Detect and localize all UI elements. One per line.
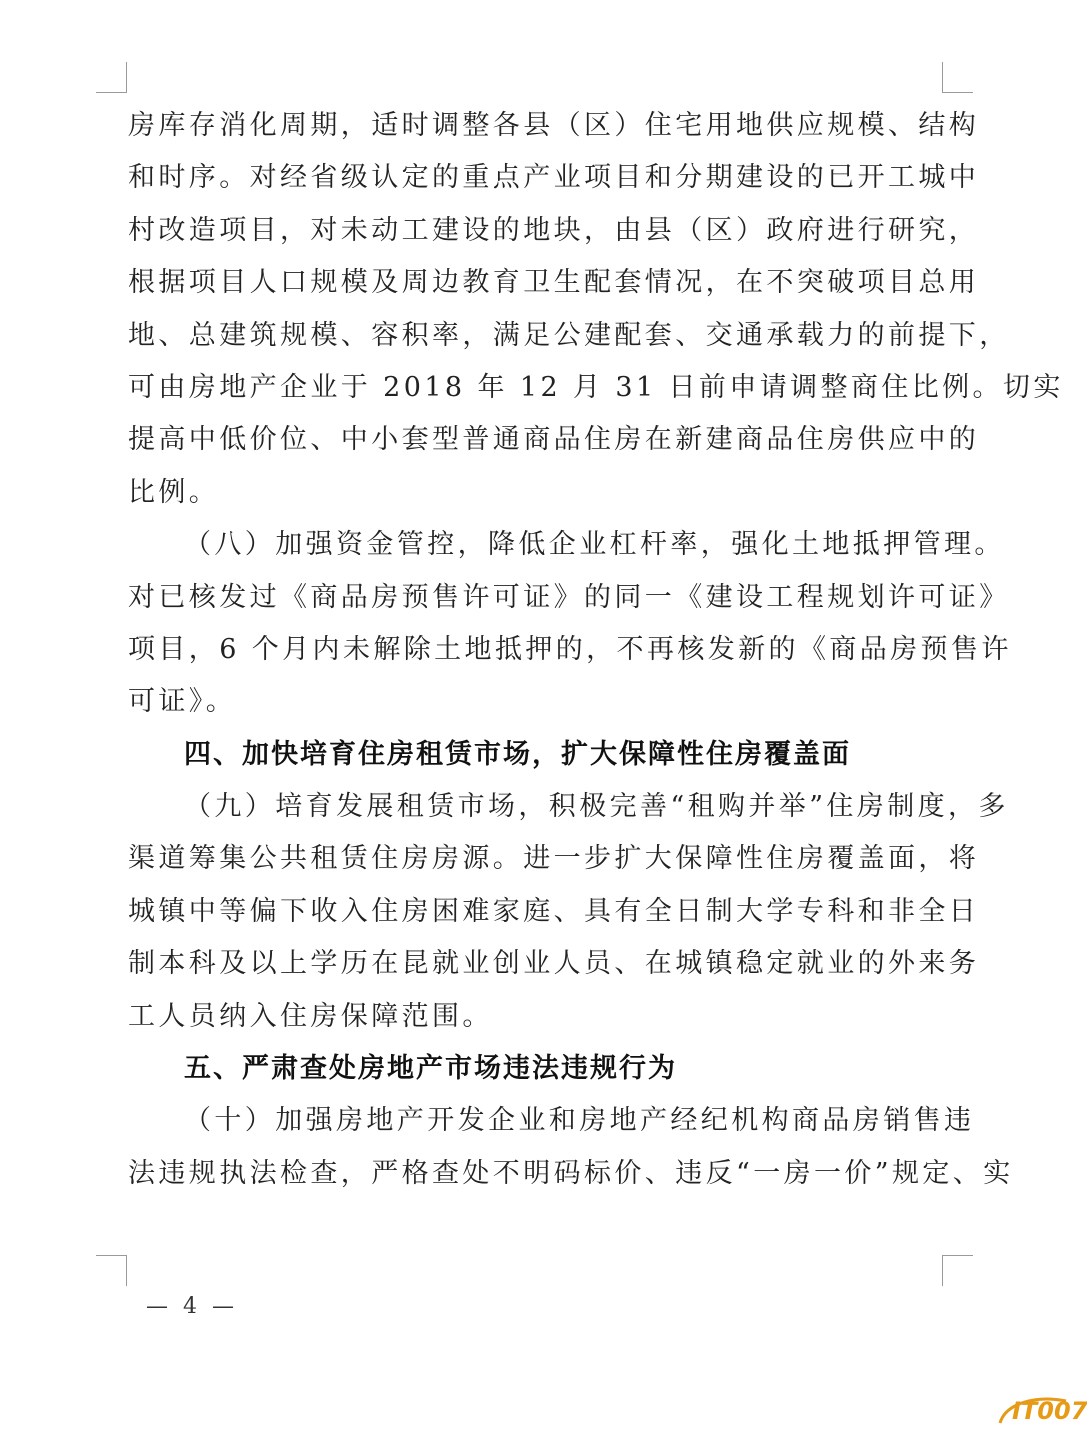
body-line: 城镇中等偏下收入住房困难家庭、具有全日制大学专科和非全日 bbox=[128, 895, 980, 927]
body-line: 地、总建筑规模、容积率，满足公建配套、交通承载力的前提下， bbox=[128, 319, 1010, 351]
body-line: 可证》。 bbox=[128, 686, 237, 718]
crop-mark-bottom-left bbox=[96, 1255, 127, 1286]
body-line: 提高中低价位、中小套型普通商品住房在新建商品住房供应中的 bbox=[128, 424, 980, 456]
body-line: 房库存消化周期，适时调整各县（区）住宅用地供应规模、结构 bbox=[128, 110, 980, 141]
section-heading: 四、加快培育住房租赁市场，扩大保障性住房覆盖面 bbox=[184, 738, 851, 770]
body-line: 制本科及以上学历在昆就业创业人员、在城镇稳定就业的外来务 bbox=[128, 948, 980, 980]
body-line: 和时序。对经省级认定的重点产业项目和分期建设的已开工城中 bbox=[128, 162, 980, 194]
body-line: 项目，6 个月内未解除土地抵押的，不再核发新的《商品房预售许 bbox=[128, 633, 1012, 665]
crop-mark-bottom-right bbox=[942, 1255, 973, 1286]
body-line: 可由房地产企业于 2018 年 12 月 31 日前申请调整商住比例。切实 bbox=[128, 371, 1064, 403]
watermark-text: IT007 bbox=[1012, 1397, 1087, 1425]
crop-mark-top-left bbox=[96, 62, 127, 93]
body-line: 村改造项目，对未动工建设的地块，由县（区）政府进行研究， bbox=[128, 214, 980, 246]
body-line: 对已核发过《商品房预售许可证》的同一《建设工程规划许可证》 bbox=[128, 581, 1010, 613]
section-heading: 五、严肃查处房地产市场违法违规行为 bbox=[184, 1053, 677, 1085]
body-line: 渠道筹集公共租赁住房房源。进一步扩大保障性住房覆盖面，将 bbox=[128, 843, 980, 875]
watermark-logo bbox=[996, 1393, 1087, 1433]
page-number: — 4 — bbox=[146, 1294, 238, 1319]
body-line: 法违规执法检查，严格查处不明码标价、违反“一房一价”规定、实 bbox=[128, 1157, 1014, 1189]
body-line: 比例。 bbox=[128, 476, 220, 508]
crop-mark-top-right bbox=[942, 62, 973, 93]
body-line: 工人员纳入住房保障范围。 bbox=[128, 1000, 493, 1032]
body-line: （八）加强资金管控，降低企业杠杆率，强化土地抵押管理。 bbox=[184, 529, 1005, 561]
body-line: 根据项目人口规模及周边教育卫生配套情况，在不突破项目总用 bbox=[128, 267, 980, 299]
body-line: （九）培育发展租赁市场，积极完善“租购并举”住房制度，多 bbox=[184, 791, 1009, 823]
body-line: （十）加强房地产开发企业和房地产经纪机构商品房销售违 bbox=[184, 1105, 975, 1137]
document-body bbox=[128, 100, 1064, 1200]
